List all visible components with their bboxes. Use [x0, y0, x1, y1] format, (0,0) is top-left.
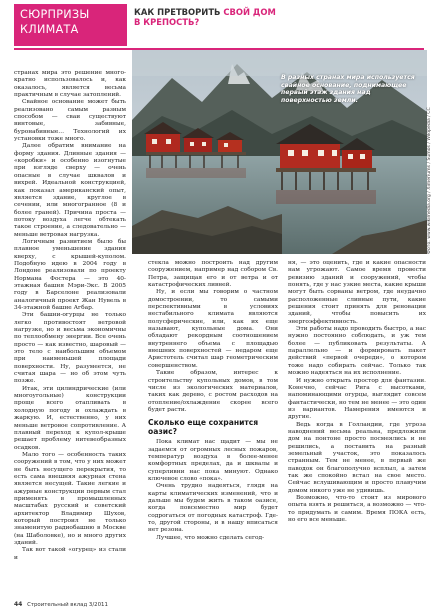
paragraph: Ну, и если мы говорим о частном домостроении, то самыми перспективными в условиях нестабильного климата являются полусферические, или, как их еще называют, купольные дома. Они обладают рекордным соотношением внутреннего объема с площадью внешних поверхностей — недаром еще Аристотель считал шар геометрическим совершенством.	[148, 289, 278, 369]
journal-name: Строительный вклад 3/2011	[27, 602, 108, 608]
section-heading: Сколько еще сохранится оазис?	[148, 418, 259, 437]
paragraph: Далее обратим внимание на форму здания. Длинные здания — «коробки» и особенно изогнутые при взгляде сверху — очень опасные в случае шквалов и вихрей. Идеальной конструкцией, как показал американский опыт, является здание, круглое в сечении, или многогранное (8 и более граней). Причина проста — потоку воздуха легче обтекать такое строение, а следовательно — меньше ветровая нагрузка.	[14, 143, 126, 238]
text-column-3	[288, 260, 426, 524]
paragraph: ня, — это оценить, где и какие опасности нам угрожают. Самое время провести ревизию зданий и сооружений, чтобы понять, где у нас узкие места, какие крыши могут быть сорваны ветром, где неудачно расположенные сливные пути, какие решения стоит принять для реновации зданий, чтобы повысить их энергоэффективность.	[288, 260, 426, 325]
page-footer	[14, 601, 214, 608]
paragraph: Эти работы надо проводить быстро, а нас нужно постоянно соблюдать, и уж тем более — публиковать результаты. А параллельно — и формировать пакет действий «первой очереди», о котором тоже надо собирать сейчас. Только так можно надеяться на их исполнение.	[288, 326, 426, 377]
paragraph: Так вот такой «огурец» из стали и	[14, 547, 126, 561]
text-column-1	[14, 70, 126, 562]
paragraph: Мало того — особенность таких сооружений в том, что у них может не быть несущего перекрытия, то есть сама внешняя ажурная стена является несущей. Такие легкие и ажурные конструкции первым стал применять в промышленных масштабах русский и советский архитектор Владимир Шухов, который построил не только знаменитую радиобашню в Москве (на Шаболовке), но и много других зданий.	[14, 451, 126, 546]
subtitle-strong: СВОЙ ДОМ В КРЕПОСТЬ?	[134, 7, 276, 27]
paragraph: Возможно, что-то стоит из мирового опыта взять и решиться, а возможно — что-то придумать и самим. Время ПОКА есть, но его все меньше.	[288, 495, 426, 524]
paragraph: Такие образом, интерес к строительству купольных домов, в том числе из экологических материалов, таких как дерево, с ростом расходов на отопление/охлаждение скорее всего будет расти.	[148, 370, 278, 413]
rubric-block	[14, 4, 127, 46]
rubric-title-line1: СЮРПРИЗЫ	[20, 8, 90, 21]
photo-credit-text: Фото: www.wikimedia.org / Ximeriums / Sumos / Wikipedia / CC	[427, 107, 432, 254]
paragraph: стекла можно построить над другим сооружением, например над собором Св. Петра, защищая его и от ветра и от катастрофических ливней.	[148, 260, 278, 289]
paragraph: Итак, эти цилиндрические (или многоугольные) конструкции проще всего отапливать в холодную погоду и охлаждать в жаркую. И, естественно, у них меньше ветровое сопротивление. А плавный переход к купол-крыше решает проблему нитевеобразных осадков.	[14, 385, 126, 451]
photo-credit	[426, 64, 434, 254]
page-number: 44	[14, 601, 23, 608]
photo-caption: В разных странах мира используется свайное основание, поднимающее первый этаж здания над поверхностью земли.	[281, 74, 415, 104]
paragraph: И нужно открыть простор для фантазии. Конечно, сейчас Рига с высотками, напоминающими огурцы, выглядит совсем фантастически, но тем не менее — это один из вариантов. Намерения имеются и другие.	[288, 377, 426, 421]
paragraph: Пока климат нас щадит — мы не задаемся от огромных лесных пожаров, температур воздуха в более-менее комфортных пределах, да и шквалы и суперливни нас пока минуют. Однако ключевое слово «пока».	[148, 439, 278, 482]
paragraph: Ведь когда в Голландии, где угроза наводнений весьма реальна, предложили дом на понтоне просто посмеялись и не решились, а поставить на разный земельный участок, это показалось странным. Тем не менее, в первый же паводок он благополучно всплыл, а затем так же спокойно встал на свое место. Сейчас вслушивающим и просто плавучим домом никого уже не удивишь.	[288, 421, 426, 494]
subtitle-prefix: КАК ПРЕТВОРИТЬ	[134, 7, 221, 17]
rubric-title-line2: КЛИМАТА	[20, 23, 79, 36]
paragraph: Лучшее, что можно сделать сегод-	[156, 534, 265, 541]
paragraph: странах мира это решение много-кратно использовалось и, как оказалось, является весьма практичным в случае затоплений.	[14, 70, 126, 99]
article-subtitle	[134, 7, 284, 27]
paragraph: Свайное основание может быть реализовано самым разным способом — сваи существуют винтовые, забивные, буронабивные… Технологий их установки тоже много.	[14, 99, 126, 143]
paragraph: Эти башни-огурцы не только легко противостоят ветровой нагрузке, но и весьма экономичны по теплообмену энергии. Все очень просто — как известно, шаровый — это тело с наибольшим объемом при наименьшей площади поверхности. Ну, разумеется, не считая шара — но об этом чуть позже.	[14, 312, 126, 385]
text-column-2	[148, 260, 278, 542]
paragraph: Логичным развитием было бы плавное уменьшение здания кверху, с крышей-куполом. Подобную идею в 2004 году в Лондоне реализовали по проекту Нормана Фостера — это 40-этажная башня Мэри-Экс. В 2005 году в Барселоне реализовали аналогичный проект Жан Нувель в 34-этажной башне Агбар.	[14, 238, 126, 311]
article-header	[14, 4, 424, 48]
paragraph: Очень трудно надеяться, глядя на карты климатических изменений, что и дальше мы будем жить в таком оазисе, когда повсеместно мир будет содрогаться от погодных катастроф. Где-то, другой стороны, и в нашу вписаться нет резона.	[148, 483, 278, 534]
